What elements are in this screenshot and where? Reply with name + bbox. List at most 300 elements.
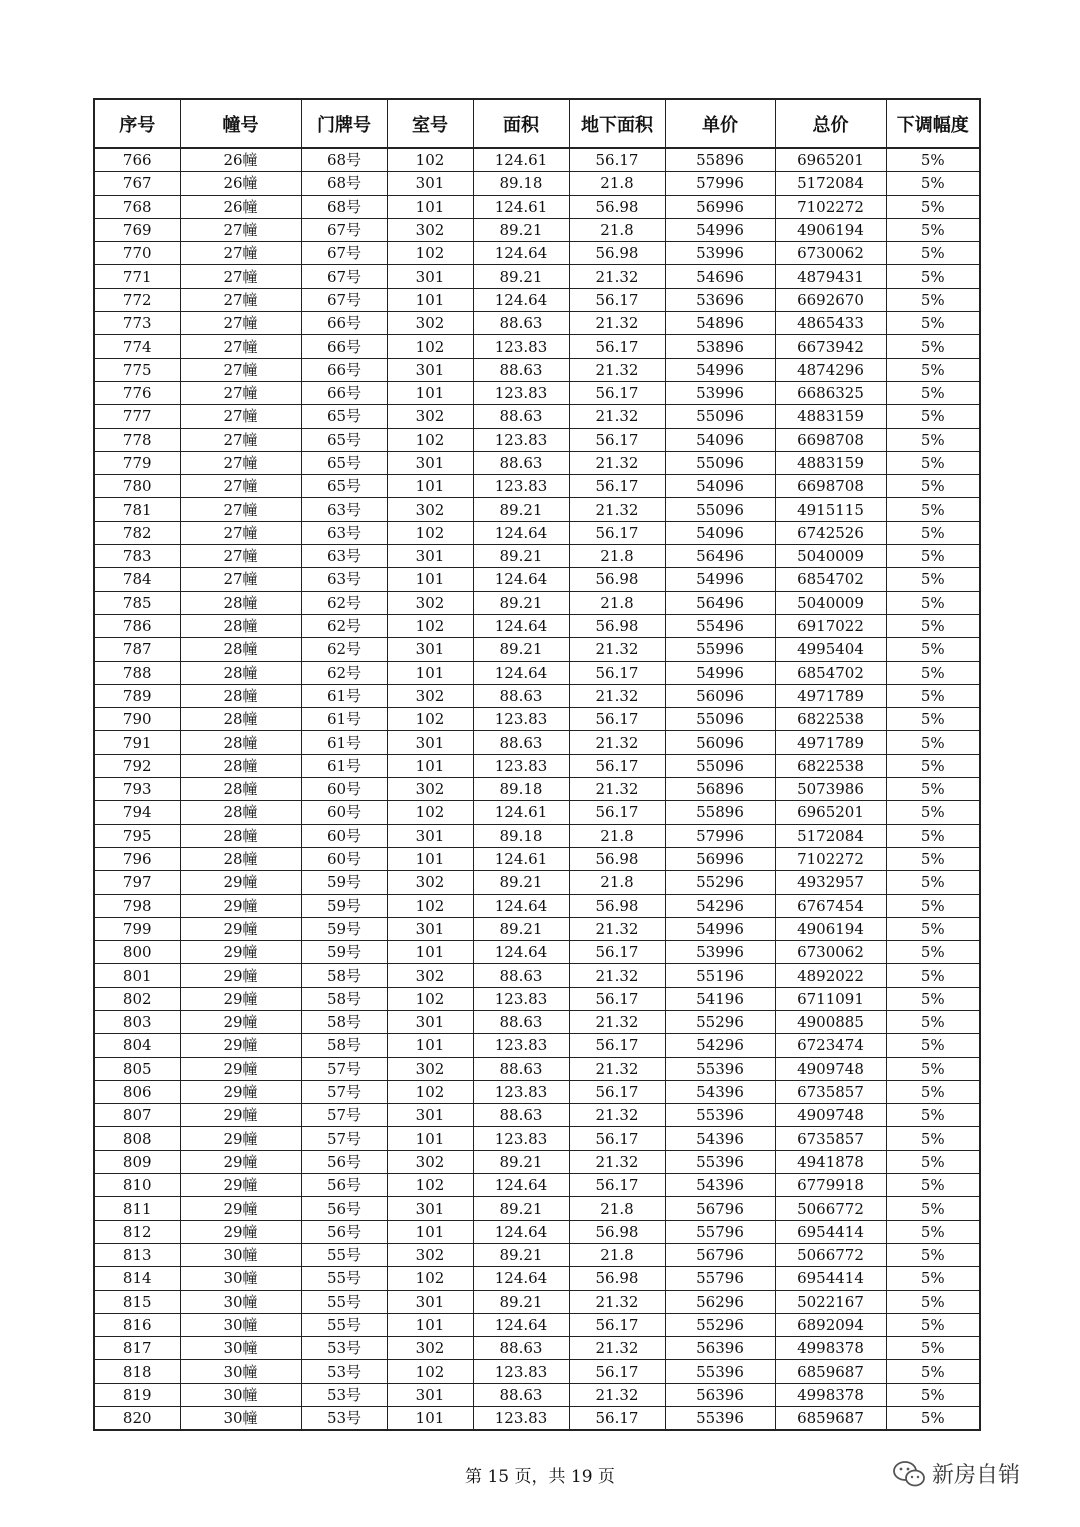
- table-cell: 770: [94, 242, 180, 265]
- table-cell: 54996: [665, 358, 775, 381]
- table-cell: 302: [387, 964, 473, 987]
- table-cell: 54296: [665, 1034, 775, 1057]
- table-cell: 30幢: [180, 1313, 301, 1336]
- table-cell: 101: [387, 1127, 473, 1150]
- table-cell: 302: [387, 778, 473, 801]
- table-cell: 21.32: [569, 1104, 665, 1127]
- table-cell: 101: [387, 1220, 473, 1243]
- table-row: [94, 498, 980, 521]
- table-cell: 88.63: [473, 1337, 569, 1360]
- table-cell: 21.32: [569, 312, 665, 335]
- table-cell: 65号: [301, 475, 387, 498]
- table-cell: 5%: [886, 731, 980, 754]
- table-cell: 29幢: [180, 941, 301, 964]
- table-cell: 7102272: [775, 847, 886, 870]
- table-cell: 5%: [886, 428, 980, 451]
- table-row: [94, 731, 980, 754]
- table-row: [94, 778, 980, 801]
- table-cell: 56.17: [569, 1034, 665, 1057]
- table-cell: 5%: [886, 1127, 980, 1150]
- table-cell: 5%: [886, 1057, 980, 1080]
- table-cell: 815: [94, 1290, 180, 1313]
- table-cell: 123.83: [473, 1034, 569, 1057]
- table-cell: 6854702: [775, 568, 886, 591]
- table-cell: 797: [94, 871, 180, 894]
- table-row: [94, 1150, 980, 1173]
- table-row: [94, 521, 980, 544]
- table-cell: 124.64: [473, 1267, 569, 1290]
- table-cell: 124.64: [473, 614, 569, 637]
- table-cell: 89.21: [473, 917, 569, 940]
- table-cell: 5%: [886, 358, 980, 381]
- table-cell: 124.61: [473, 195, 569, 218]
- column-header: 门牌号: [301, 99, 387, 148]
- table-cell: 56.17: [569, 1360, 665, 1383]
- table-cell: 6723474: [775, 1034, 886, 1057]
- table-cell: 5%: [886, 568, 980, 591]
- table-cell: 66号: [301, 335, 387, 358]
- table-row: [94, 1290, 980, 1313]
- table-cell: 55396: [665, 1057, 775, 1080]
- table-cell: 53996: [665, 242, 775, 265]
- table-cell: 60号: [301, 824, 387, 847]
- table-cell: 56996: [665, 847, 775, 870]
- table-cell: 302: [387, 498, 473, 521]
- brand-watermark: [892, 1458, 1020, 1489]
- table-cell: 101: [387, 1313, 473, 1336]
- table-cell: 55796: [665, 1267, 775, 1290]
- table-cell: 5%: [886, 708, 980, 731]
- table-cell: 54696: [665, 265, 775, 288]
- table-cell: 56.17: [569, 475, 665, 498]
- table-cell: 57号: [301, 1127, 387, 1150]
- table-cell: 816: [94, 1313, 180, 1336]
- table-cell: 21.32: [569, 1057, 665, 1080]
- table-cell: 27幢: [180, 568, 301, 591]
- table-row: [94, 894, 980, 917]
- table-cell: 798: [94, 894, 180, 917]
- table-row: [94, 335, 980, 358]
- table-cell: 5073986: [775, 778, 886, 801]
- table-cell: 773: [94, 312, 180, 335]
- table-cell: 55496: [665, 614, 775, 637]
- table-cell: 102: [387, 428, 473, 451]
- table-cell: 21.32: [569, 731, 665, 754]
- table-cell: 89.21: [473, 265, 569, 288]
- table-cell: 56396: [665, 1337, 775, 1360]
- table-cell: 7102272: [775, 195, 886, 218]
- table-cell: 56.98: [569, 1267, 665, 1290]
- table-cell: 57号: [301, 1057, 387, 1080]
- table-cell: 61号: [301, 708, 387, 731]
- table-cell: 65号: [301, 405, 387, 428]
- price-table: [93, 98, 981, 1431]
- table-cell: 4906194: [775, 218, 886, 241]
- table-cell: 66号: [301, 312, 387, 335]
- table-cell: 29幢: [180, 1220, 301, 1243]
- table-cell: 56096: [665, 684, 775, 707]
- table-cell: 101: [387, 568, 473, 591]
- table-cell: 21.32: [569, 1010, 665, 1033]
- table-cell: 123.83: [473, 1080, 569, 1103]
- table-cell: 5%: [886, 172, 980, 195]
- table-cell: 5%: [886, 265, 980, 288]
- table-cell: 21.8: [569, 591, 665, 614]
- table-cell: 60号: [301, 847, 387, 870]
- table-cell: 805: [94, 1057, 180, 1080]
- table-cell: 89.21: [473, 638, 569, 661]
- table-cell: 56496: [665, 591, 775, 614]
- table-cell: 5%: [886, 754, 980, 777]
- wechat-icon: [892, 1459, 926, 1489]
- table-cell: 819: [94, 1383, 180, 1406]
- table-cell: 55896: [665, 148, 775, 172]
- table-cell: 6965201: [775, 801, 886, 824]
- table-cell: 26幢: [180, 148, 301, 172]
- table-cell: 124.64: [473, 1313, 569, 1336]
- table-cell: 54096: [665, 521, 775, 544]
- table-cell: 55396: [665, 1407, 775, 1431]
- table-cell: 89.21: [473, 1197, 569, 1220]
- table-cell: 301: [387, 917, 473, 940]
- table-cell: 5%: [886, 498, 980, 521]
- table-cell: 123.83: [473, 428, 569, 451]
- table-cell: 6854702: [775, 661, 886, 684]
- table-cell: 88.63: [473, 731, 569, 754]
- table-cell: 54396: [665, 1127, 775, 1150]
- table-cell: 21.8: [569, 1197, 665, 1220]
- table-cell: 29幢: [180, 1057, 301, 1080]
- table-cell: 818: [94, 1360, 180, 1383]
- table-row: [94, 545, 980, 568]
- table-cell: 766: [94, 148, 180, 172]
- table-cell: 6892094: [775, 1313, 886, 1336]
- table-cell: 6730062: [775, 242, 886, 265]
- table-cell: 302: [387, 405, 473, 428]
- table-cell: 56.17: [569, 754, 665, 777]
- table-cell: 88.63: [473, 405, 569, 428]
- table-row: [94, 1313, 980, 1336]
- table-cell: 782: [94, 521, 180, 544]
- table-cell: 26幢: [180, 172, 301, 195]
- table-cell: 302: [387, 218, 473, 241]
- table-row: [94, 1127, 980, 1150]
- table-cell: 5%: [886, 638, 980, 661]
- table-cell: 61号: [301, 731, 387, 754]
- table-cell: 57996: [665, 824, 775, 847]
- table-cell: 21.8: [569, 1243, 665, 1266]
- table-cell: 5%: [886, 218, 980, 241]
- table-cell: 56296: [665, 1290, 775, 1313]
- table-cell: 123.83: [473, 708, 569, 731]
- table-cell: 55096: [665, 754, 775, 777]
- table-cell: 67号: [301, 288, 387, 311]
- table-cell: 28幢: [180, 614, 301, 637]
- table-cell: 21.32: [569, 358, 665, 381]
- table-cell: 101: [387, 1034, 473, 1057]
- table-cell: 27幢: [180, 218, 301, 241]
- table-row: [94, 172, 980, 195]
- table-cell: 5%: [886, 1034, 980, 1057]
- table-cell: 54396: [665, 1080, 775, 1103]
- table-cell: 6779918: [775, 1174, 886, 1197]
- table-cell: 302: [387, 312, 473, 335]
- table-cell: 55196: [665, 964, 775, 987]
- table-cell: 6742526: [775, 521, 886, 544]
- table-cell: 59号: [301, 894, 387, 917]
- table-row: [94, 1360, 980, 1383]
- table-cell: 28幢: [180, 824, 301, 847]
- table-cell: 61号: [301, 684, 387, 707]
- table-cell: 28幢: [180, 661, 301, 684]
- table-cell: 5172084: [775, 172, 886, 195]
- table-cell: 791: [94, 731, 180, 754]
- table-cell: 4915115: [775, 498, 886, 521]
- table-cell: 53号: [301, 1407, 387, 1431]
- table-cell: 55096: [665, 451, 775, 474]
- table-cell: 4995404: [775, 638, 886, 661]
- table-cell: 4971789: [775, 731, 886, 754]
- column-header: 下调幅度: [886, 99, 980, 148]
- table-cell: 302: [387, 1150, 473, 1173]
- table-cell: 123.83: [473, 381, 569, 404]
- table-cell: 27幢: [180, 498, 301, 521]
- table-cell: 56.17: [569, 148, 665, 172]
- table-cell: 54996: [665, 218, 775, 241]
- table-cell: 27幢: [180, 428, 301, 451]
- table-cell: 809: [94, 1150, 180, 1173]
- table-cell: 30幢: [180, 1267, 301, 1290]
- table-cell: 6954414: [775, 1220, 886, 1243]
- table-cell: 28幢: [180, 731, 301, 754]
- column-header: 室号: [387, 99, 473, 148]
- table-row: [94, 591, 980, 614]
- table-row: [94, 614, 980, 637]
- table-cell: 63号: [301, 568, 387, 591]
- table-cell: 124.64: [473, 521, 569, 544]
- table-cell: 796: [94, 847, 180, 870]
- table-cell: 56096: [665, 731, 775, 754]
- table-cell: 124.64: [473, 941, 569, 964]
- table-cell: 30幢: [180, 1290, 301, 1313]
- table-row: [94, 1220, 980, 1243]
- table-cell: 5%: [886, 242, 980, 265]
- table-cell: 5066772: [775, 1197, 886, 1220]
- table-cell: 4932957: [775, 871, 886, 894]
- table-cell: 5%: [886, 148, 980, 172]
- table-cell: 88.63: [473, 1057, 569, 1080]
- table-cell: 5%: [886, 801, 980, 824]
- table-cell: 123.83: [473, 987, 569, 1010]
- table-cell: 5%: [886, 964, 980, 987]
- table-cell: 65号: [301, 428, 387, 451]
- table-cell: 101: [387, 475, 473, 498]
- table-cell: 27幢: [180, 242, 301, 265]
- table-cell: 27幢: [180, 521, 301, 544]
- table-cell: 780: [94, 475, 180, 498]
- table-cell: 29幢: [180, 1197, 301, 1220]
- table-cell: 301: [387, 1010, 473, 1033]
- table-cell: 56.17: [569, 1407, 665, 1431]
- column-header: 面积: [473, 99, 569, 148]
- table-row: [94, 288, 980, 311]
- table-cell: 27幢: [180, 288, 301, 311]
- table-cell: 28幢: [180, 708, 301, 731]
- table-row: [94, 475, 980, 498]
- column-header: 总价: [775, 99, 886, 148]
- table-cell: 5%: [886, 591, 980, 614]
- table-cell: 68号: [301, 148, 387, 172]
- table-cell: 812: [94, 1220, 180, 1243]
- table-cell: 54296: [665, 894, 775, 917]
- table-cell: 21.8: [569, 824, 665, 847]
- table-cell: 53996: [665, 381, 775, 404]
- table-row: [94, 428, 980, 451]
- table-cell: 6735857: [775, 1127, 886, 1150]
- table-cell: 30幢: [180, 1243, 301, 1266]
- table-cell: 817: [94, 1337, 180, 1360]
- table-cell: 301: [387, 265, 473, 288]
- table-cell: 56796: [665, 1197, 775, 1220]
- table-cell: 53896: [665, 335, 775, 358]
- table-cell: 88.63: [473, 684, 569, 707]
- table-cell: 56.17: [569, 1127, 665, 1150]
- table-cell: 102: [387, 148, 473, 172]
- table-cell: 21.32: [569, 638, 665, 661]
- table-cell: 55296: [665, 871, 775, 894]
- table-cell: 56.17: [569, 987, 665, 1010]
- table-cell: 28幢: [180, 591, 301, 614]
- table-cell: 5%: [886, 195, 980, 218]
- table-cell: 5%: [886, 1010, 980, 1033]
- table-cell: 67号: [301, 265, 387, 288]
- table-cell: 4941878: [775, 1150, 886, 1173]
- table-cell: 6767454: [775, 894, 886, 917]
- table-cell: 5%: [886, 1360, 980, 1383]
- table-cell: 124.61: [473, 801, 569, 824]
- table-cell: 123.83: [473, 754, 569, 777]
- table-cell: 301: [387, 824, 473, 847]
- table-cell: 29幢: [180, 871, 301, 894]
- table-cell: 59号: [301, 941, 387, 964]
- table-cell: 28幢: [180, 847, 301, 870]
- table-cell: 802: [94, 987, 180, 1010]
- table-cell: 768: [94, 195, 180, 218]
- table-cell: 5172084: [775, 824, 886, 847]
- table-row: [94, 451, 980, 474]
- table-cell: 89.18: [473, 172, 569, 195]
- table-cell: 4883159: [775, 451, 886, 474]
- table-cell: 123.83: [473, 1407, 569, 1431]
- table-cell: 58号: [301, 1034, 387, 1057]
- table-row: [94, 1057, 980, 1080]
- table-cell: 101: [387, 661, 473, 684]
- table-cell: 301: [387, 1197, 473, 1220]
- table-cell: 89.18: [473, 778, 569, 801]
- table-cell: 56.98: [569, 242, 665, 265]
- table-cell: 55396: [665, 1360, 775, 1383]
- table-cell: 89.18: [473, 824, 569, 847]
- brand-name: 新房自销: [932, 1463, 1021, 1488]
- table-row: [94, 964, 980, 987]
- column-header: 序号: [94, 99, 180, 148]
- table-cell: 21.32: [569, 778, 665, 801]
- table-row: [94, 1174, 980, 1197]
- table-cell: 21.8: [569, 172, 665, 195]
- table-cell: 62号: [301, 661, 387, 684]
- table-cell: 29幢: [180, 1174, 301, 1197]
- table-cell: 63号: [301, 498, 387, 521]
- table-cell: 302: [387, 591, 473, 614]
- table-cell: 771: [94, 265, 180, 288]
- table-cell: 4900885: [775, 1010, 886, 1033]
- table-cell: 56.98: [569, 614, 665, 637]
- table-row: [94, 1267, 980, 1290]
- table-cell: 58号: [301, 987, 387, 1010]
- table-cell: 102: [387, 1080, 473, 1103]
- table-cell: 54096: [665, 428, 775, 451]
- table-cell: 5%: [886, 1080, 980, 1103]
- table-cell: 5%: [886, 312, 980, 335]
- table-row: [94, 1080, 980, 1103]
- table-row: [94, 917, 980, 940]
- table-cell: 123.83: [473, 1360, 569, 1383]
- table-cell: 5%: [886, 335, 980, 358]
- table-cell: 27幢: [180, 405, 301, 428]
- table-cell: 56.17: [569, 381, 665, 404]
- table-header-row: [94, 99, 980, 148]
- table-cell: 55号: [301, 1243, 387, 1266]
- table-cell: 21.8: [569, 871, 665, 894]
- table-cell: 30幢: [180, 1407, 301, 1431]
- table-cell: 4879431: [775, 265, 886, 288]
- table-cell: 794: [94, 801, 180, 824]
- table-cell: 6822538: [775, 754, 886, 777]
- table-body: [94, 148, 980, 1430]
- table-cell: 5%: [886, 684, 980, 707]
- table-row: [94, 405, 980, 428]
- table-cell: 6917022: [775, 614, 886, 637]
- table-cell: 53996: [665, 941, 775, 964]
- table-cell: 27幢: [180, 358, 301, 381]
- table-row: [94, 871, 980, 894]
- table-cell: 101: [387, 288, 473, 311]
- table-cell: 778: [94, 428, 180, 451]
- table-cell: 21.32: [569, 1150, 665, 1173]
- table-cell: 63号: [301, 521, 387, 544]
- table-cell: 123.83: [473, 1127, 569, 1150]
- table-cell: 60号: [301, 778, 387, 801]
- table-cell: 786: [94, 614, 180, 637]
- table-cell: 5%: [886, 1313, 980, 1336]
- table-cell: 5%: [886, 1197, 980, 1220]
- table-cell: 124.61: [473, 847, 569, 870]
- price-table-container: [93, 98, 979, 1431]
- table-cell: 56.98: [569, 195, 665, 218]
- table-cell: 800: [94, 941, 180, 964]
- table-cell: 55396: [665, 1104, 775, 1127]
- table-cell: 21.32: [569, 917, 665, 940]
- table-cell: 5%: [886, 451, 980, 474]
- table-cell: 53号: [301, 1360, 387, 1383]
- table-cell: 5%: [886, 1383, 980, 1406]
- table-cell: 5040009: [775, 591, 886, 614]
- table-cell: 6859687: [775, 1407, 886, 1431]
- table-cell: 783: [94, 545, 180, 568]
- table-cell: 89.21: [473, 1150, 569, 1173]
- table-cell: 56.17: [569, 801, 665, 824]
- table-cell: 21.32: [569, 1290, 665, 1313]
